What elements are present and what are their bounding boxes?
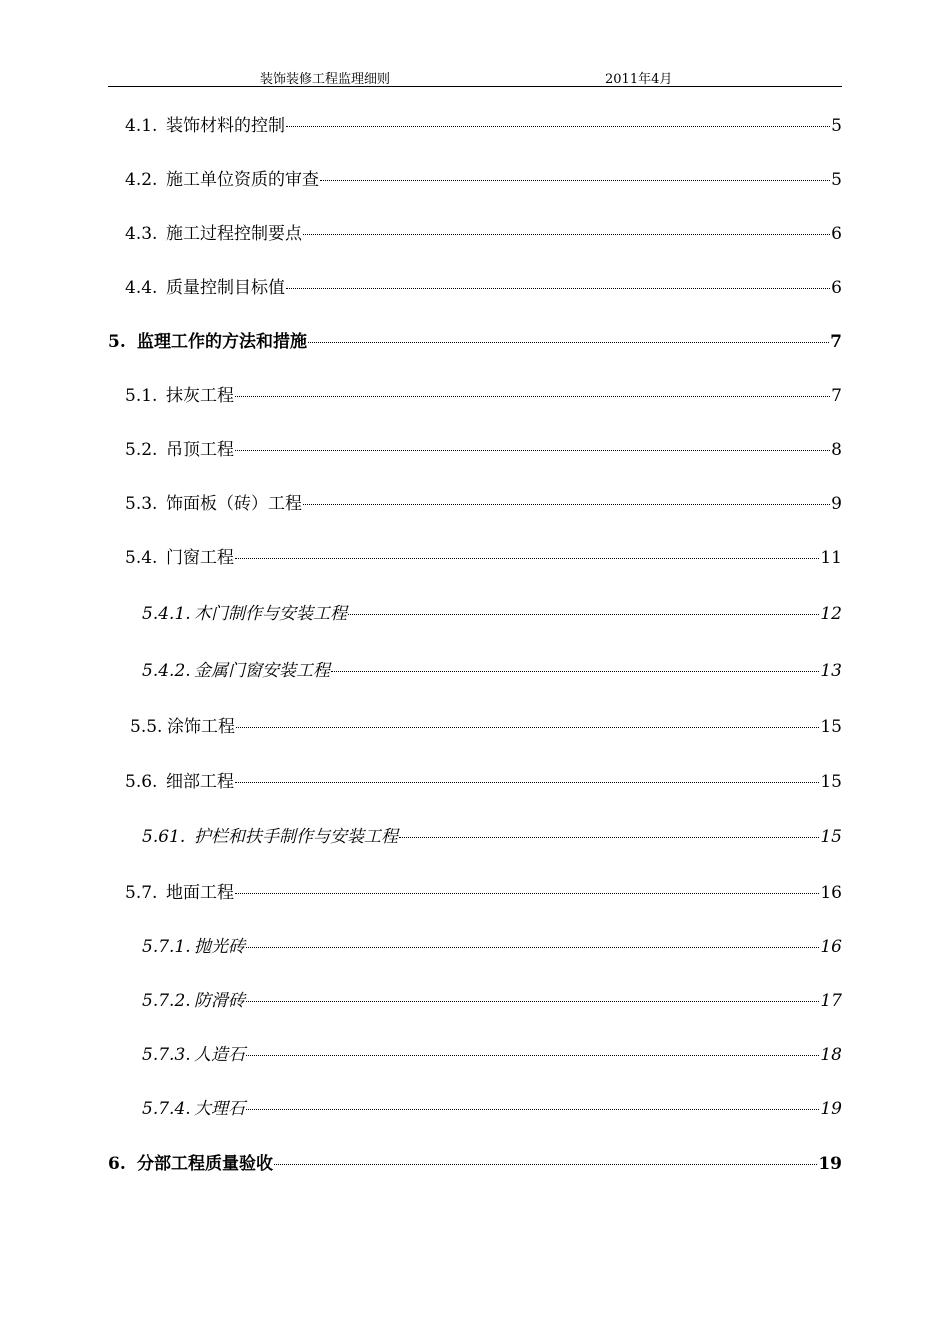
toc-leader-dots bbox=[399, 837, 819, 838]
toc-title: 饰面板（砖）工程 bbox=[166, 494, 302, 514]
toc-title: 分部工程质量验收 bbox=[137, 1154, 273, 1174]
toc-title: 护栏和扶手制作与安装工程 bbox=[194, 827, 398, 847]
toc-title: 大理石 bbox=[194, 1099, 245, 1119]
toc-number: 5.5. bbox=[130, 717, 163, 737]
toc-title: 防滑砖 bbox=[194, 991, 245, 1011]
toc-entry[interactable] bbox=[125, 276, 842, 300]
toc-number: 5.4.2. bbox=[142, 661, 191, 681]
toc-title: 抛光砖 bbox=[194, 937, 245, 957]
toc-page-number: 15 bbox=[820, 772, 842, 792]
toc-number: 5.4.1. bbox=[142, 604, 191, 624]
toc-page-number: 6 bbox=[831, 224, 842, 244]
toc-title: 监理工作的方法和措施 bbox=[137, 332, 307, 352]
toc-page-number: 13 bbox=[820, 661, 842, 681]
toc-entry[interactable] bbox=[108, 1152, 842, 1176]
toc-entry[interactable] bbox=[142, 825, 842, 849]
toc-leader-dots bbox=[236, 727, 819, 728]
toc-leader-dots bbox=[246, 1001, 819, 1002]
toc-leader-dots bbox=[303, 504, 830, 505]
toc-page-number: 5 bbox=[831, 116, 842, 136]
toc-entry[interactable] bbox=[125, 492, 842, 516]
toc-entry[interactable] bbox=[130, 715, 842, 739]
toc-page-number: 8 bbox=[831, 440, 842, 460]
toc-page-number: 16 bbox=[820, 883, 842, 903]
toc-entry[interactable] bbox=[142, 935, 842, 959]
toc-leader-dots bbox=[235, 782, 819, 783]
toc-entry[interactable] bbox=[125, 546, 842, 570]
toc-leader-dots bbox=[308, 342, 829, 343]
toc-number: 5.1. bbox=[125, 386, 158, 406]
toc-number: 5.2. bbox=[125, 440, 158, 460]
toc-leader-dots bbox=[235, 558, 819, 559]
toc-number: 5.7.2. bbox=[142, 991, 191, 1011]
toc-page-number: 15 bbox=[820, 717, 842, 737]
toc-number: 5.61. bbox=[142, 827, 186, 847]
header-title: 装饰装修工程监理细则 bbox=[260, 72, 391, 87]
toc-leader-dots bbox=[320, 180, 830, 181]
toc-leader-dots bbox=[246, 1109, 819, 1110]
toc-number: 5.6. bbox=[125, 772, 158, 792]
toc-title: 门窗工程 bbox=[166, 548, 234, 568]
toc-leader-dots bbox=[246, 1055, 819, 1056]
toc-title: 施工过程控制要点 bbox=[166, 224, 302, 244]
toc-page-number: 7 bbox=[830, 332, 842, 352]
toc-title: 人造石 bbox=[194, 1045, 245, 1065]
toc-title: 细部工程 bbox=[166, 772, 234, 792]
toc-leader-dots bbox=[246, 947, 819, 948]
toc-title: 涂饰工程 bbox=[167, 717, 235, 737]
toc-page-number: 15 bbox=[820, 827, 842, 847]
toc-entry[interactable] bbox=[125, 770, 842, 794]
toc-title: 抹灰工程 bbox=[166, 386, 234, 406]
toc-entry[interactable] bbox=[142, 989, 842, 1013]
toc-page-number: 6 bbox=[831, 278, 842, 298]
toc-leader-dots bbox=[331, 671, 819, 672]
toc-title: 装饰材料的控制 bbox=[166, 116, 285, 136]
toc-number: 5.3. bbox=[125, 494, 158, 514]
toc-title: 地面工程 bbox=[166, 883, 234, 903]
toc-entry[interactable] bbox=[125, 114, 842, 138]
page-header bbox=[108, 66, 842, 87]
toc-number: 4.3. bbox=[125, 224, 158, 244]
toc-entry[interactable] bbox=[125, 384, 842, 408]
toc-entry[interactable] bbox=[125, 222, 842, 246]
toc-entry[interactable] bbox=[125, 881, 842, 905]
toc-page-number: 19 bbox=[820, 1099, 842, 1119]
toc-leader-dots bbox=[286, 126, 830, 127]
toc-page-number: 18 bbox=[820, 1045, 842, 1065]
toc-leader-dots bbox=[303, 234, 830, 235]
toc-title: 木门制作与安装工程 bbox=[194, 604, 347, 624]
toc-leader-dots bbox=[235, 450, 830, 451]
toc-leader-dots bbox=[348, 614, 819, 615]
header-date: 2011年4月 bbox=[605, 72, 673, 87]
toc-title: 质量控制目标值 bbox=[166, 278, 285, 298]
toc-page-number: 11 bbox=[820, 548, 842, 568]
toc-leader-dots bbox=[274, 1164, 817, 1165]
toc-number: 4.2. bbox=[125, 170, 158, 190]
toc-page-number: 12 bbox=[820, 604, 842, 624]
toc-page-number: 7 bbox=[831, 386, 842, 406]
toc-leader-dots bbox=[235, 893, 819, 894]
toc-entry[interactable] bbox=[125, 438, 842, 462]
toc-number: 5.7.3. bbox=[142, 1045, 191, 1065]
toc-number: 4.4. bbox=[125, 278, 158, 298]
toc-entry[interactable] bbox=[108, 330, 842, 354]
toc-page-number: 19 bbox=[818, 1154, 842, 1174]
toc-entry[interactable] bbox=[125, 168, 842, 192]
toc-page-number: 5 bbox=[831, 170, 842, 190]
toc-entry[interactable] bbox=[142, 1043, 842, 1067]
toc-leader-dots bbox=[286, 288, 830, 289]
toc-page-number: 17 bbox=[820, 991, 842, 1011]
toc-page-number: 9 bbox=[831, 494, 842, 514]
toc-entry[interactable] bbox=[142, 659, 842, 683]
toc-number: 5. bbox=[108, 332, 126, 352]
toc-leader-dots bbox=[235, 396, 830, 397]
toc-number: 5.7. bbox=[125, 883, 158, 903]
toc-title: 吊顶工程 bbox=[166, 440, 234, 460]
toc-title: 施工单位资质的审查 bbox=[166, 170, 319, 190]
toc-number: 4.1. bbox=[125, 116, 158, 136]
toc-entry[interactable] bbox=[142, 1097, 842, 1121]
toc-entry[interactable] bbox=[142, 602, 842, 626]
toc-page-number: 16 bbox=[820, 937, 842, 957]
toc-number: 5.7.4. bbox=[142, 1099, 191, 1119]
toc-title: 金属门窗安装工程 bbox=[194, 661, 330, 681]
toc-number: 6. bbox=[108, 1154, 126, 1174]
toc-number: 5.4. bbox=[125, 548, 158, 568]
toc-number: 5.7.1. bbox=[142, 937, 191, 957]
